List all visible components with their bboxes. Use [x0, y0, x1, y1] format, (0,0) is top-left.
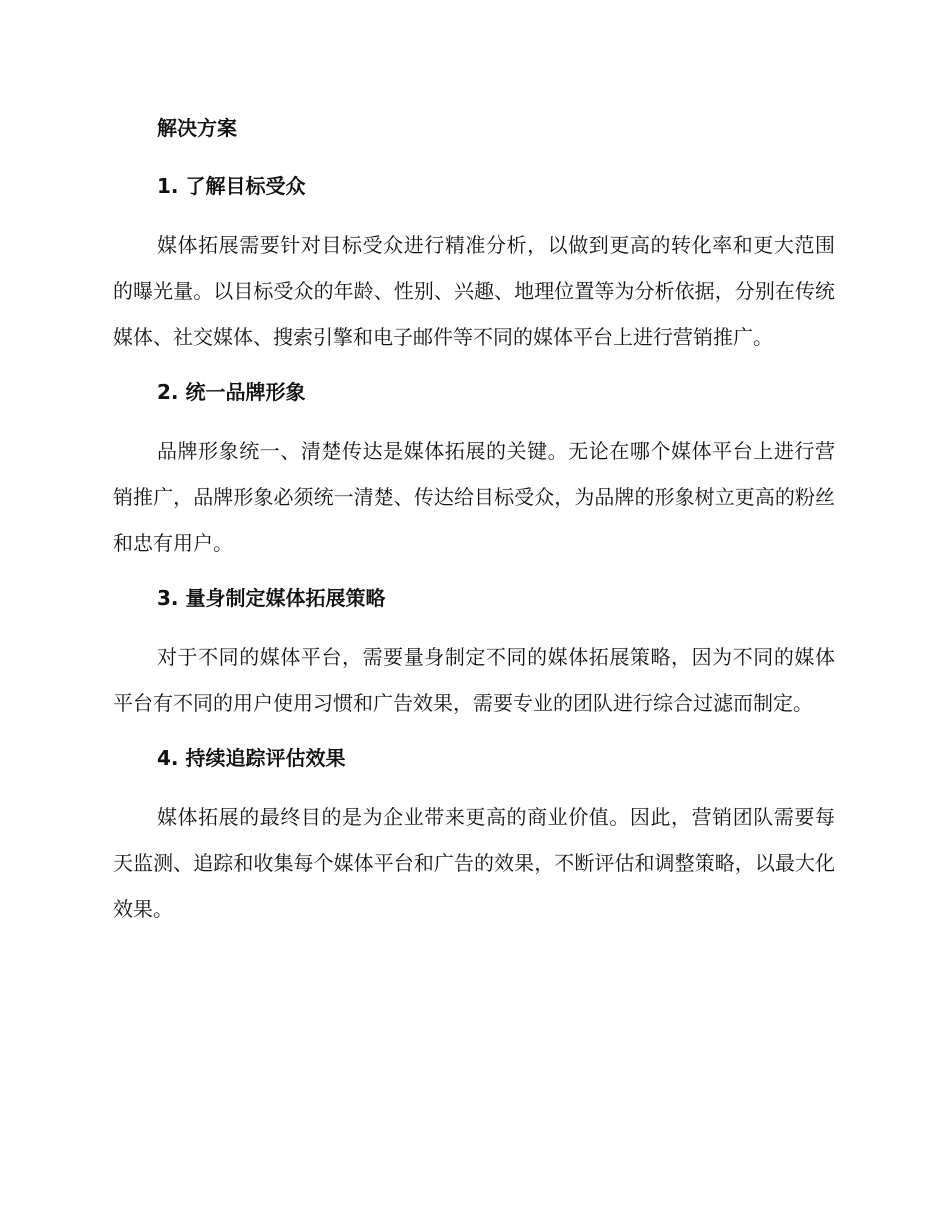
document-page — [113, 108, 835, 932]
section-body-4: 媒体拓展的最终目的是为企业带来更高的商业价值。因此，营销团队需要每天监测、追踪和收集每个媒体平台和广告的效果，不断评估和调整策略，以最大化效果。 — [113, 805, 835, 921]
spacer — [113, 360, 835, 372]
spacer — [113, 618, 835, 634]
document-title: 解决方案 — [157, 116, 237, 140]
section-heading-3: 3. 量身制定媒体拓展策略 — [157, 586, 386, 610]
section-heading-1: 1. 了解目标受众 — [157, 174, 306, 198]
section-body-2: 品牌形象统一、清楚传达是媒体拓展的关键。无论在哪个媒体平台上进行营销推广，品牌形象必须统一清楚、传达给目标受众，为品牌的形象树立更高的粉丝和忠有用户。 — [113, 439, 835, 555]
spacer — [113, 566, 835, 578]
section-heading-4: 4. 持续追踪评估效果 — [157, 746, 346, 770]
section-body-3: 对于不同的媒体平台，需要量身制定不同的媒体拓展策略，因为不同的媒体平台有不同的用户使用习惯和广告效果，需要专业的团队进行综合过滤而制定。 — [113, 645, 835, 715]
spacer — [113, 412, 835, 428]
spacer — [113, 206, 835, 222]
spacer — [113, 726, 835, 738]
spacer — [113, 778, 835, 794]
section-body-1: 媒体拓展需要针对目标受众进行精准分析，以做到更高的转化率和更大范围的曝光量。以目标受众的年龄、性别、兴趣、地理位置等为分析依据，分别在传统媒体、社交媒体、搜索引擎和电子邮件等不同的媒体平台上进行营销推广。 — [113, 233, 835, 349]
section-heading-2: 2. 统一品牌形象 — [157, 380, 306, 404]
spacer — [113, 148, 835, 166]
